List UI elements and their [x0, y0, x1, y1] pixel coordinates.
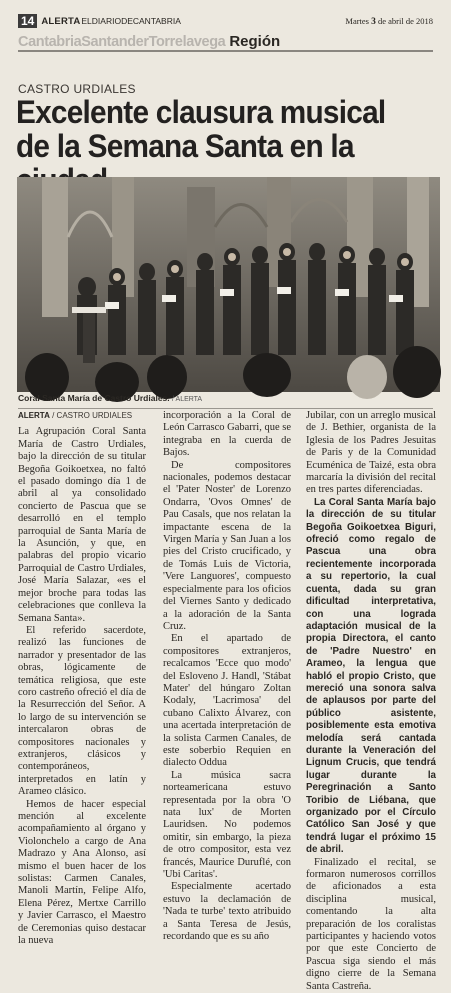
date-month-year: de abril de 2018	[378, 15, 433, 26]
article-column-1	[18, 410, 146, 947]
caption-credit: / ALERTA	[172, 396, 203, 403]
brand-name: ALERTA	[41, 15, 81, 27]
paragraph: El referido sacerdote, realizó las funciones de narrador y presentador de las obras, lógicamente de temática religiosa, que este coro castreño ofreció el día de la Resurrección del Señor. A lo largo de su intervención se intercalaron obras de compositores nacionales y extranjeros, clásicos y contemporáneos, interpretados en latín y Arameo clásico.	[18, 624, 146, 798]
choir-photo	[17, 177, 440, 392]
brand-site: ELDIARIODECANTABRIA	[81, 16, 181, 26]
date-day: 3	[371, 16, 376, 27]
photo-caption	[18, 393, 202, 403]
paragraph: La Coral Santa María bajo la dirección de su titular Begoña Goikoetxea Biguri, ofreció como regalo de Pascua una obra recientemente incorporada a su repertorio, la cual cuenta, dada su gran dificultad interpretativa, con una lograda adaptación musical de la propia Directora, el canto de 'Padre Nuestro' en Arameo, la lengua que habló el propio Cristo, que mereció una sonora salva de aplausos por parte del público asistente, posiblemente esta emotiva melodía será cantada durante la Veneración del Lignum Crucis, que tendrá lugar durante la Peregrinación a Santo Toribio de Liébana, que organizado por el Círculo Católico San José y que tendrá lugar el próximo 15 de abril.	[306, 496, 436, 856]
caption-text: Coral Santa María de Castro Urdiales.	[18, 393, 170, 403]
paragraph: La Agrupación Coral Santa María de Castro Urdiales, bajo la dirección de su titular Begoña Goikoetxea, no faltó el pasado domingo día 1 de abril al ya consolidado concierto de Pascua que se desarrolló en el templo parroquial de Santa María de la Asunción, y que, en palabras del propio vicario Parroquial de Castro Urdiales, José María Salazar, «es el mejor broche para todas las celebraciones que conlleva la Semana Santa».	[18, 426, 146, 624]
paragraph: incorporación a la Coral de León Carrasco Gabarri, que se integraba en la cuerda de Bajos.	[163, 410, 291, 459]
paragraph: Jubilar, con un arreglo musical de J. Bethier, organista de la Iglesia de los Padres Jesuitas de Paris y de la Comunidad Ecuménica de Taizé, esta obra marcaría la división del recital en tres partes diferenciadas.	[306, 410, 436, 496]
paragraph: De compositores nacionales, podemos destacar el 'Pater Noster' de Lorenzo Ondarra, 'Ovos Omnes' de Pau Casals, que nos relatan la impactante escena de la Virgen María y San Juan a los pies del Cristo crucificado, y de Tomás Luis de Victoria, 'Vere Languores', compuesto especialmente para los oficios del Viernes Santo y dedicado a la adoración de la Santa Cruz.	[163, 459, 291, 632]
article-headline: Excelente clausura musical de la Semana Santa en la	[16, 94, 386, 164]
byline-place: / CASTRO URDIALES	[52, 411, 133, 420]
article-column-3	[306, 410, 436, 993]
article-kicker: CASTRO URDIALES	[18, 82, 136, 96]
paragraph: Finalizado el recital, se formaron numerosos corrillos de aficionados a esta disciplina musical, comentando la alta preparación de los coralistas participantes y haciendo votos por que este Concierto de Pascua siga siendo el más digno cierre de la Semana Santa Castreña.	[306, 856, 436, 992]
date-weekday: Martes	[345, 15, 369, 26]
section-bar	[18, 30, 433, 52]
current-section: Región	[229, 33, 281, 50]
section-names: CantabriaSantanderTorrelavega	[18, 34, 226, 50]
page-number: 14	[18, 14, 37, 28]
divider	[18, 408, 433, 409]
publication-date	[345, 16, 433, 27]
running-header	[18, 14, 433, 28]
article-column-2	[163, 410, 291, 943]
byline-outlet: ALERTA	[18, 411, 50, 420]
paragraph: Hemos de hacer especial mención al excelente acompañamiento al órgano y Violonchelo a cargo de Ana Madrazo y Ana Alonso, así mismo el buen hacer de los solistas: Carmen Canales, Manoli Martín, Felipe Alfo, Elena Pérez, Mertxe Carrillo y Javier Carrasco, el Maestro de Ceremonias quiso destacar la nueva	[18, 798, 146, 947]
paragraph: La música sacra norteamericana estuvo representada por la obra 'O nata lux' de Morten Lauridsen. No podemos omitir, sin embargo, la pieza de otro compositor, esta vez francés, Maurice Duruflé, con 'Ubi Caritas'.	[163, 769, 291, 881]
paragraph: Especialmente acertado estuvo la declamación de 'Nada te turbe' texto atribuido a Santa Teresa de Jesús, recordando que es su año	[163, 881, 291, 943]
paragraph: En el apartado de compositores extranjeros, recalcamos 'Ecce quo modo' del Esloveno J. Handl, 'Stábat Mater' del húngaro Zoltan Kodaly, 'Lacrimosa' del cubano Calixto Álvarez, con una acertada interpretación de la solista Carmen Canales, de este soberbio Requien en dialecto Oddua	[163, 633, 291, 769]
byline	[18, 410, 146, 422]
